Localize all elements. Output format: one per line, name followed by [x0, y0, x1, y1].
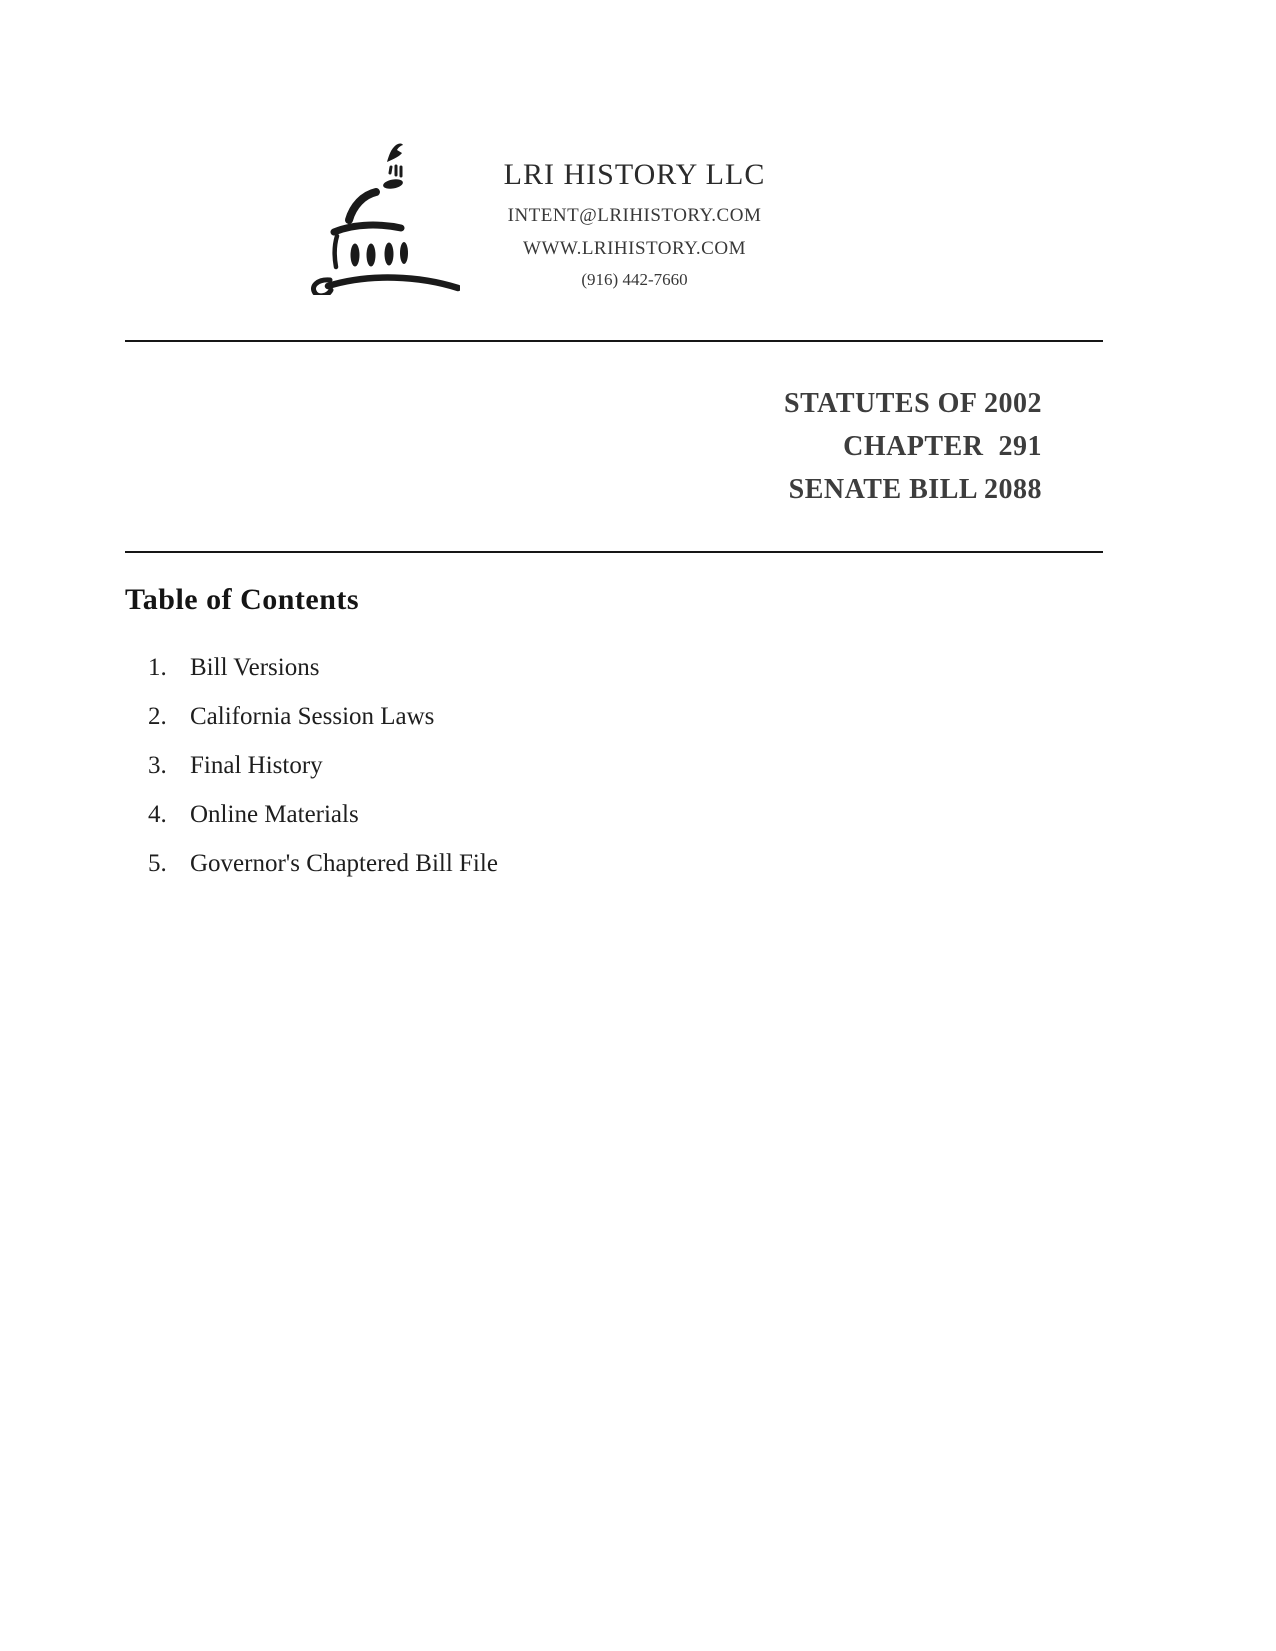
bill-reference-block [784, 382, 1042, 511]
toc-item [148, 704, 498, 729]
company-phone: (916) 442-7660 [581, 270, 688, 289]
toc-item-number: 2. [148, 703, 167, 730]
capitol-dome-icon [300, 130, 460, 295]
toc-item [148, 655, 498, 680]
toc-item-label: Bill Versions [190, 654, 320, 681]
toc-title: Table of Contents [125, 583, 360, 616]
senate-bill-line: SENATE BILL 2088 [788, 474, 1042, 505]
toc-item-label: Final History [190, 752, 323, 779]
horizontal-rule-bottom [125, 551, 1103, 553]
toc-item-number: 5. [148, 850, 167, 877]
toc-item [148, 851, 498, 876]
statutes-line: STATUTES OF 2002 [784, 388, 1042, 419]
toc-item [148, 753, 498, 778]
toc-item-label: California Session Laws [190, 703, 435, 730]
company-name: LRI HISTORY LLC [503, 158, 766, 191]
capitol-dome-logo [300, 130, 460, 295]
toc-item-label: Governor's Chaptered Bill File [190, 850, 498, 877]
toc-item-number: 1. [148, 654, 167, 681]
horizontal-rule-top [125, 340, 1103, 342]
chapter-line: CHAPTER 291 [843, 431, 1042, 462]
toc-item [148, 802, 498, 827]
letterhead [462, 158, 807, 290]
toc-item-label: Online Materials [190, 801, 359, 828]
toc-item-number: 3. [148, 752, 167, 779]
toc-item-number: 4. [148, 801, 167, 828]
toc-list [148, 655, 498, 900]
company-email: INTENT@LRIHISTORY.COM [507, 205, 762, 226]
company-website: WWW.LRIHISTORY.COM [523, 238, 746, 259]
